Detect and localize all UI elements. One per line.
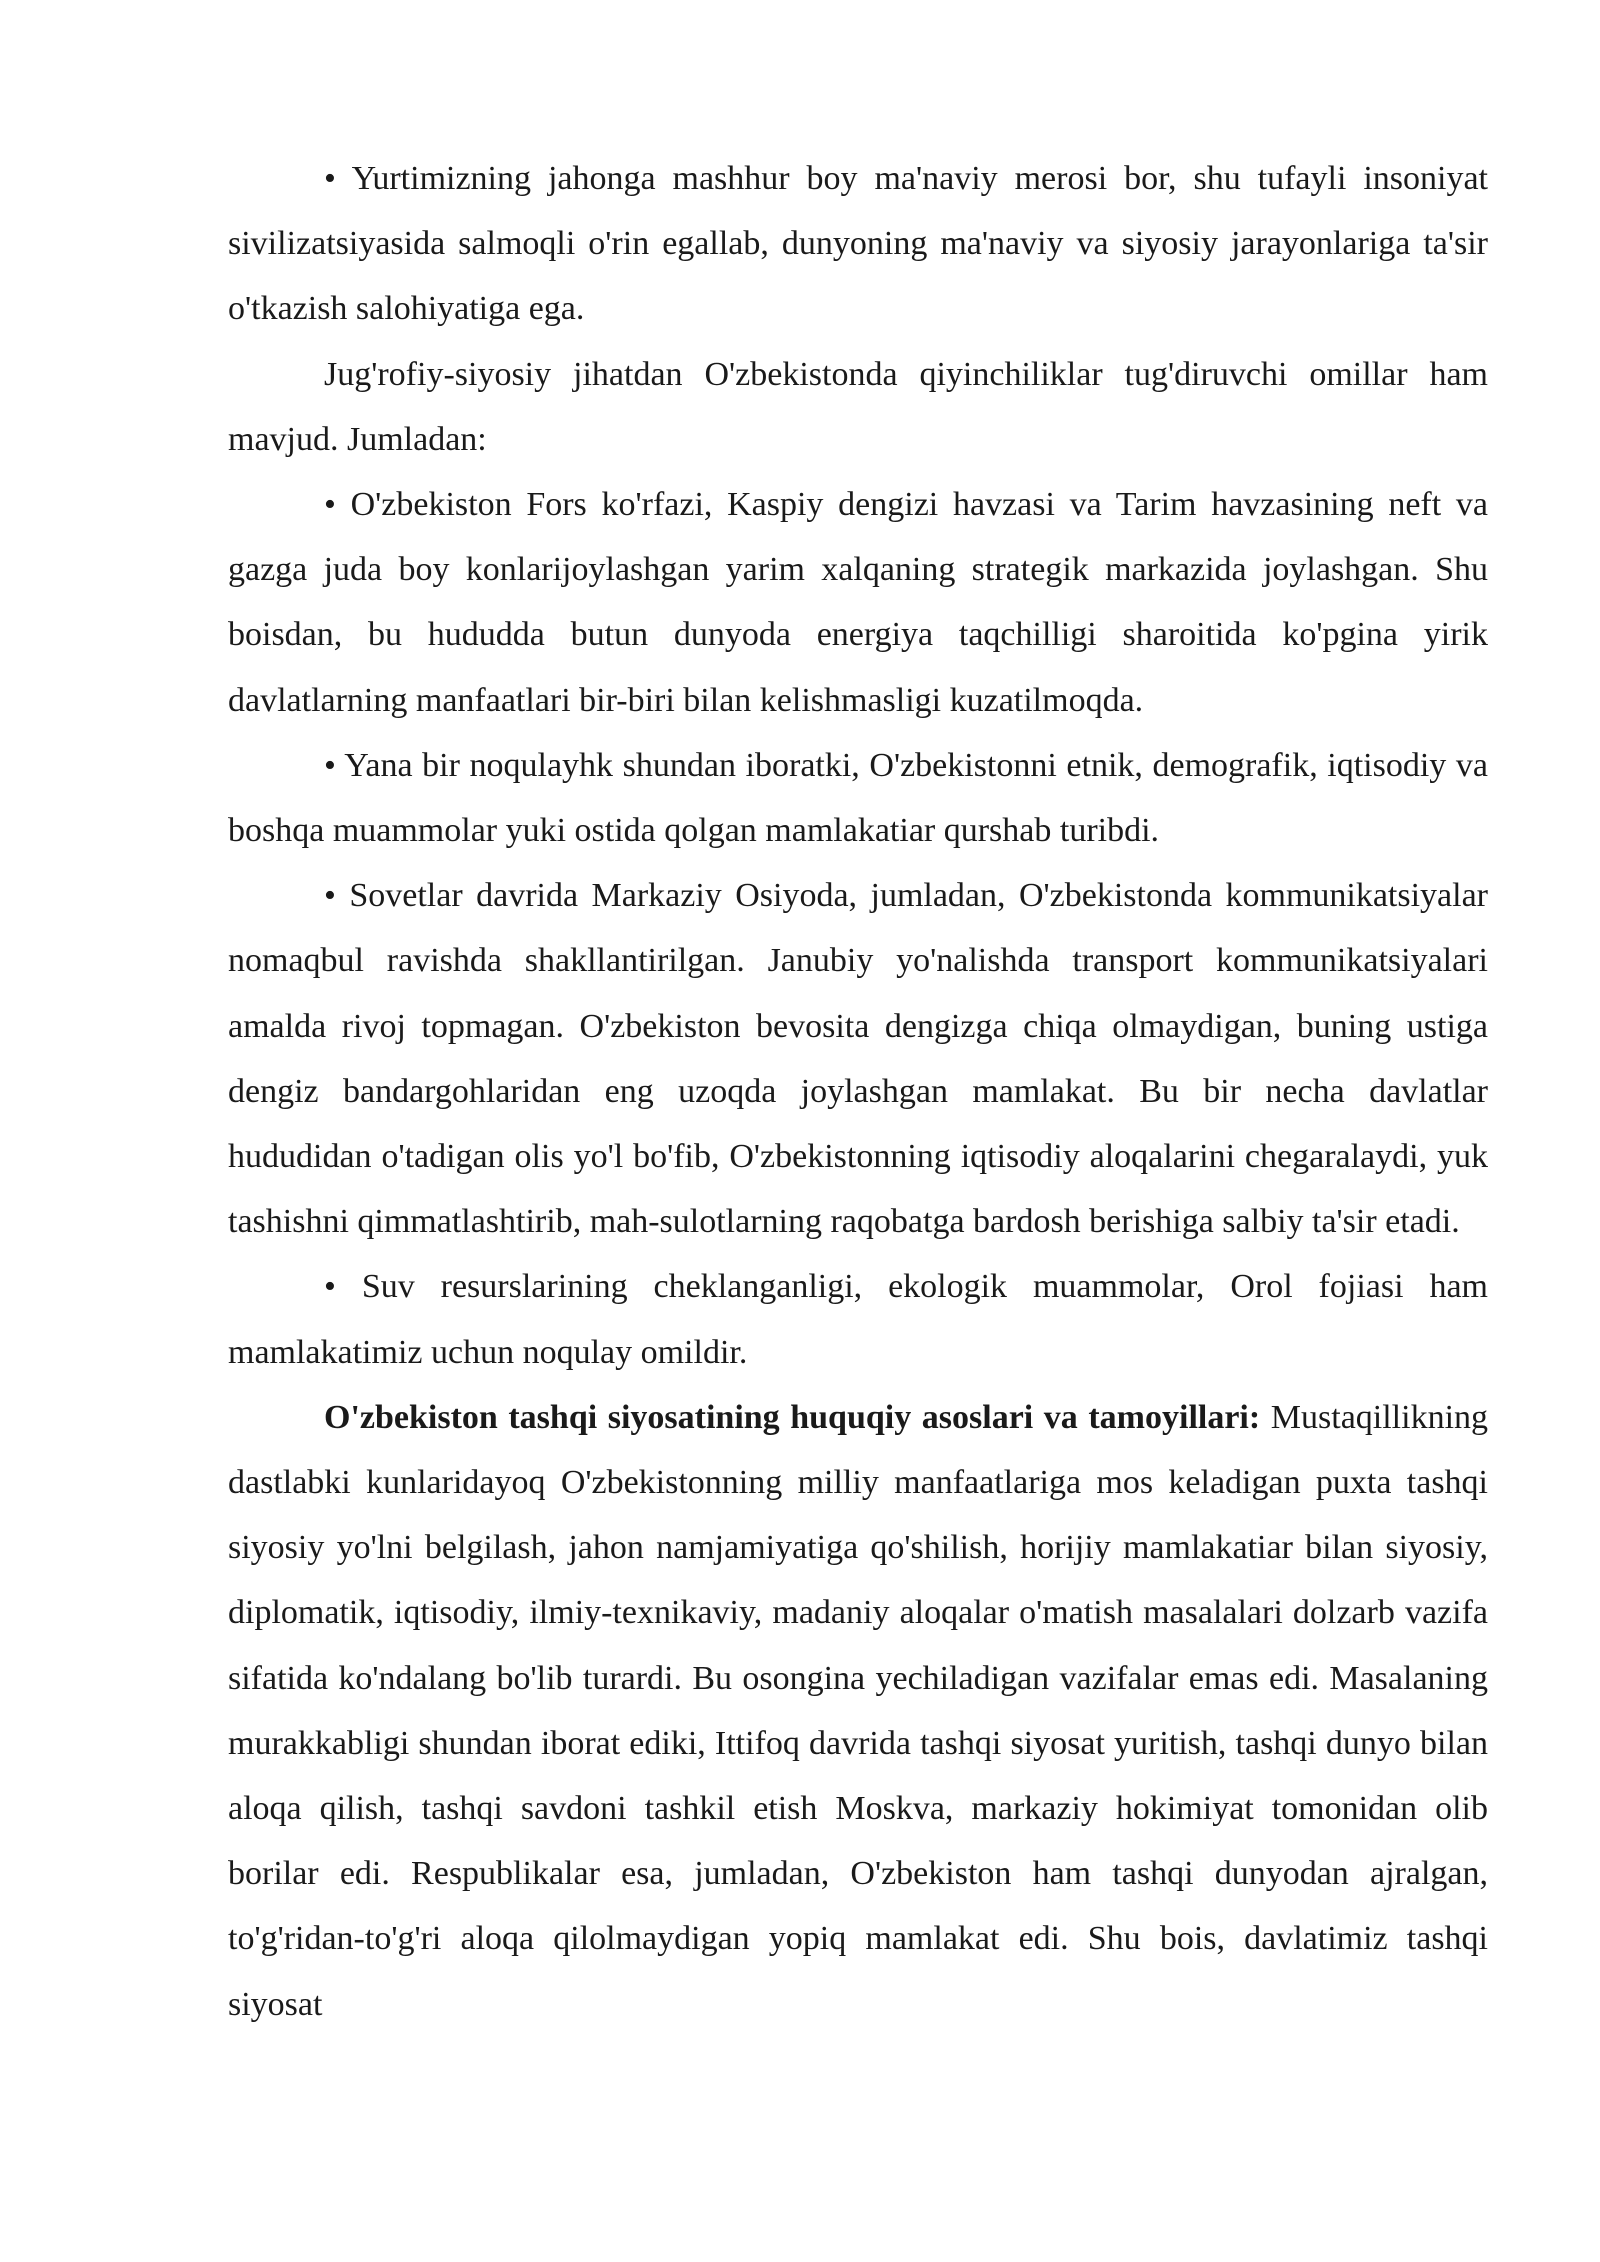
paragraph-spiritual-heritage: • Yurtimizning jahonga mashhur boy ma'naviy merosi bor, shu tufayli insoniyat sivilizatsiyasida salmoqli o'rin egallab, dunyoning ma'naviy va siyosiy jarayonlariga ta'sir o'tkazish salohiyatiga ega. (228, 160, 1488, 328)
section-body-text: Mustaqillikning dastlabki kunlaridayoq O'zbekistonning milliy manfaatlariga mos keladigan puxta tashqi siyosiy yo'lni belgilash, jahon namjamiyatiga qo'shilish, horijiy mamlakatiar bilan siyosiy, diplomatik, iqtisodiy, ilmiy-texnikaviy, madaniy aloqalar o'matish masalalari dolzarb vazifa sifatida ko'ndalang bo'lib turardi. Bu osongina yechiladigan vazifalar emas edi. Masalaning murakkabligi shundan iborat ediki, Ittifoq davrida tashqi siyosat yuritish, tashqi dunyo bilan aloqa qilish, tashqi savdoni tashkil etish Moskva, markaziy hokimiyat tomonidan olib borilar edi. Respublikalar esa, jumladan, O'zbekiston ham tashqi dunyodan ajralgan, to'g'ridan-to'g'ri aloqa qilolmaydigan yopiq mamlakat edi. Shu bois, davlatimiz tashqi siyosat (228, 1398, 1489, 2023)
paragraph-soviet-communications: • Sovetlar davrida Markaziy Osiyoda, jumladan, O'zbekistonda kommunikatsiyalar nomaqbul ravishda shakllantirilgan. Janubiy yo'nalishda transport kommunikatsiyalari amalda rivoj topmagan. O'zbekiston bevosita dengizga chiqa olmaydigan, buning ustiga dengiz bandargohlaridan eng uzoqda joylashgan mamlakat. Bu bir necha davlatlar hududidan o'tadigan olis yo'l bo'fib, O'zbekistonning iqtisodiy aloqalarini chegaralaydi, yuk tashishni qimmatlashtirib, mah-sulotlarning raqobatga bardosh berishiga salbiy ta'sir etadi. (228, 877, 1488, 1241)
paragraph-strategic-location: • O'zbekiston Fors ko'rfazi, Kaspiy dengizi havzasi va Tarim havzasining neft va gazga juda boy konlarijoylashgan yarim xalqaning strategik markazida joylashgan. Shu boisdan, bu hududda butun dunyoda energiya taqchilligi sharoitida ko'pgina yirik davlatlarning manfaatlari bir-biri bilan kelishmasligi kuzatilmoqda. (228, 486, 1488, 719)
section-heading: O'zbekiston tashqi siyosatining huquqiy asoslari va tamoyillari: (324, 1398, 1261, 1436)
paragraph-water-resources: • Suv resurslarining cheklanganligi, ekologik muammolar, Orol fojiasi ham mamlakatimiz uchun noqulay omildir. (228, 1268, 1488, 1371)
document-page (228, 146, 1488, 2037)
paragraph-foreign-policy (228, 1385, 1488, 2037)
paragraph-geopolitical-difficulties: Jug'rofiy-siyosiy jihatdan O'zbekistonda qiyinchiliklar tug'diruvchi omillar ham mavjud. Jumladan: (228, 355, 1488, 458)
paragraph-neighbor-problems: • Yana bir noqulayhk shundan iboratki, O'zbekistonni etnik, demografik, iqtisodiy va boshqa muammolar yuki ostida qolgan mamlakatiar qurshab turibdi. (228, 746, 1488, 850)
